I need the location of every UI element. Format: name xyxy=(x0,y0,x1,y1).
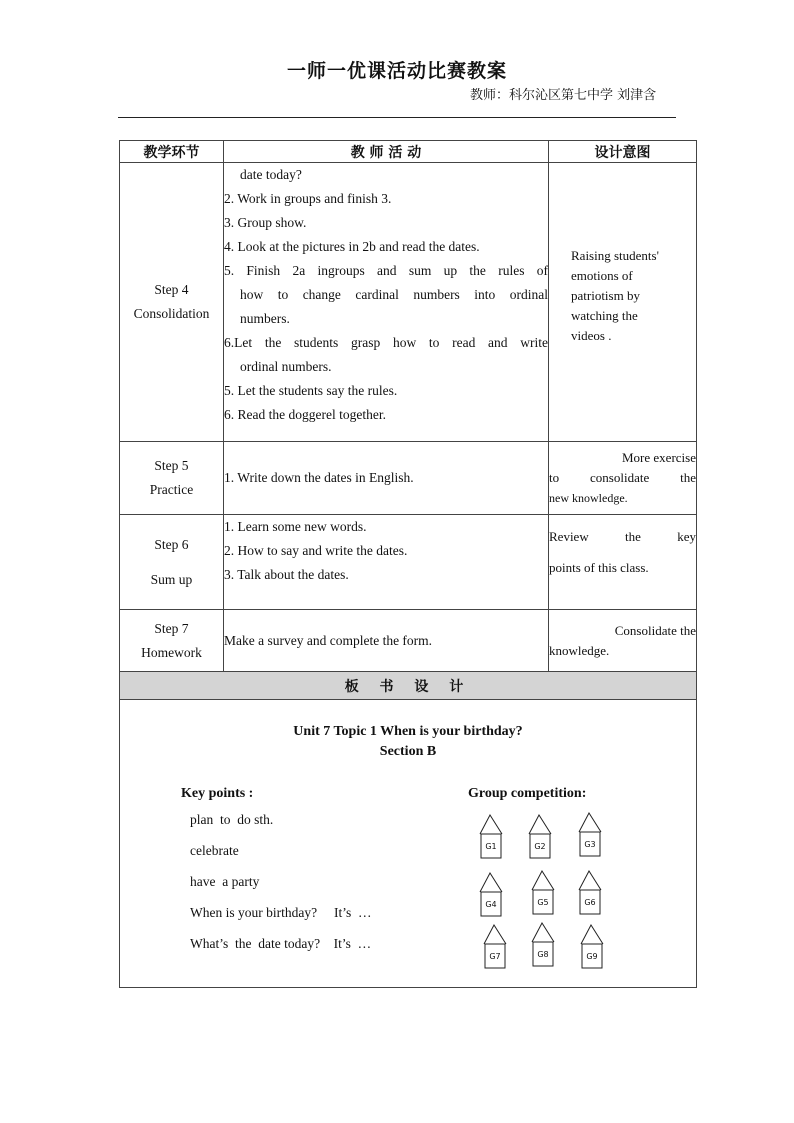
group-label: G6 xyxy=(584,898,596,907)
step4-purpose-line: watching the xyxy=(571,308,638,323)
step4-purpose-line: Raising students' xyxy=(571,248,659,263)
board-section-title: Section B xyxy=(379,744,437,759)
step4-activity-line: date today? xyxy=(240,167,302,182)
step4-purpose xyxy=(549,163,697,442)
group-competition-title: Group competition: xyxy=(468,786,587,801)
board-unit-title: Unit 7 Topic 1 When is your birthday? xyxy=(293,724,523,739)
step5-activities xyxy=(224,442,549,515)
header-rule xyxy=(118,117,676,118)
group-house-g2 xyxy=(526,814,554,864)
group-label: G3 xyxy=(584,840,596,849)
document-title: 一师一优课活动比赛教案 xyxy=(286,60,507,82)
step4-name: Consolidation xyxy=(133,306,210,321)
group-house-g7 xyxy=(481,924,509,974)
group-house-g4 xyxy=(477,872,505,922)
teacher-info: 教师：科尔沁区第七中学 刘津含 xyxy=(470,88,657,103)
house-icon xyxy=(477,872,505,922)
group-label: G9 xyxy=(586,952,598,961)
board-heading-row xyxy=(120,672,697,700)
group-house-g5 xyxy=(529,870,557,920)
step6-purpose-line: Review the key xyxy=(549,529,696,544)
key-points-title: Key points : xyxy=(181,786,254,801)
table-row-step7 xyxy=(120,610,697,672)
key-point-item: plan to do sth. xyxy=(190,812,274,827)
table-row-step6 xyxy=(120,515,697,610)
group-house-g1 xyxy=(477,814,505,864)
step7-label: Step 7 xyxy=(154,620,189,636)
step7-cell xyxy=(120,610,224,672)
house-icon xyxy=(578,924,606,974)
step7-activities xyxy=(224,610,549,672)
group-label: G8 xyxy=(537,950,549,959)
key-point-item: have a party xyxy=(190,874,260,889)
group-label: G1 xyxy=(485,842,497,851)
step6-cell xyxy=(120,515,224,610)
step4-cell xyxy=(120,163,224,442)
group-house-g6 xyxy=(576,870,604,920)
key-point-item: What’s the date today? It’s … xyxy=(190,936,372,951)
key-point-item: When is your birthday? It’s … xyxy=(190,905,372,920)
group-label: G4 xyxy=(485,900,497,909)
step4-activity-line: 3. Group show. xyxy=(224,215,307,230)
board-heading: 板 书 设 计 xyxy=(120,672,697,700)
step7-purpose xyxy=(549,610,697,672)
step4-activity-line: numbers. xyxy=(240,311,290,326)
board-design-cell xyxy=(120,700,697,988)
group-house-g8 xyxy=(529,922,557,972)
step4-activity-line: 2. Work in groups and finish 3. xyxy=(224,191,392,206)
step6-purpose xyxy=(549,515,697,610)
house-icon xyxy=(576,870,604,920)
group-house-g3 xyxy=(576,812,604,862)
house-icon xyxy=(576,812,604,862)
table-row-step4 xyxy=(120,163,697,442)
group-label: G5 xyxy=(537,898,549,907)
step4-purpose-line: emotions of xyxy=(571,268,633,283)
step4-activity-line: how to change cardinal numbers into ordinal xyxy=(240,287,548,302)
step7-name: Homework xyxy=(141,644,202,660)
step6-activity-line: 3. Talk about the dates. xyxy=(224,567,349,582)
group-label: G7 xyxy=(489,952,501,961)
step5-name: Practice xyxy=(149,482,194,497)
step4-activities xyxy=(224,163,549,442)
house-icon xyxy=(526,814,554,864)
step5-purpose-line: to consolidate the xyxy=(549,470,696,485)
table-row-step5 xyxy=(120,442,697,515)
key-point-item: celebrate xyxy=(190,843,239,858)
step4-activity-line: 6. Read the doggerel together. xyxy=(224,407,386,422)
step7-purpose-line: knowledge. xyxy=(549,642,610,658)
header-design-intent: 设计意图 xyxy=(549,141,697,163)
house-icon xyxy=(477,814,505,864)
step6-activity-line: 1. Learn some new words. xyxy=(224,519,367,534)
lesson-plan-table xyxy=(119,140,697,988)
step4-activity-line: 5. Let the students say the rules. xyxy=(224,383,398,398)
step4-activity-line: ordinal numbers. xyxy=(240,359,332,374)
step7-activity-line: Make a survey and complete the form. xyxy=(224,632,433,648)
group-label: G2 xyxy=(534,842,546,851)
table-header-row xyxy=(120,141,697,163)
house-icon xyxy=(529,922,557,972)
step4-label: Step 4 xyxy=(154,282,189,297)
step5-purpose-line: new knowledge. xyxy=(549,491,628,505)
header-teacher-activity: 教 师 活 动 xyxy=(224,141,549,163)
step6-activity-line: 2. How to say and write the dates. xyxy=(224,543,408,558)
step4-purpose-line: patriotism by xyxy=(571,288,640,303)
step6-label: Step 6 xyxy=(154,537,189,552)
step5-label: Step 5 xyxy=(154,458,189,473)
step4-activity-line: 5. Finish 2a ingroups and sum up the rules of xyxy=(224,263,548,278)
step6-purpose-line: points of this class. xyxy=(549,560,649,575)
step6-activities xyxy=(224,515,549,610)
step6-name: Sum up xyxy=(150,572,193,587)
step4-activity-line: 6.Let the students grasp how to read and write xyxy=(224,335,548,350)
house-icon xyxy=(481,924,509,974)
step7-purpose-line: Consolidate the xyxy=(614,622,696,638)
house-icon xyxy=(529,870,557,920)
step5-purpose-line: More exercise xyxy=(622,450,696,465)
step5-purpose xyxy=(549,442,697,515)
group-house-g9 xyxy=(578,924,606,974)
step4-activity-line: 4. Look at the pictures in 2b and read the dates. xyxy=(224,239,480,254)
header-stage: 教学环节 xyxy=(120,141,224,163)
board-design-row xyxy=(120,700,697,988)
step4-purpose-line: videos . xyxy=(571,328,612,343)
step5-cell xyxy=(120,442,224,515)
step5-activity-line: 1. Write down the dates in English. xyxy=(224,470,414,485)
